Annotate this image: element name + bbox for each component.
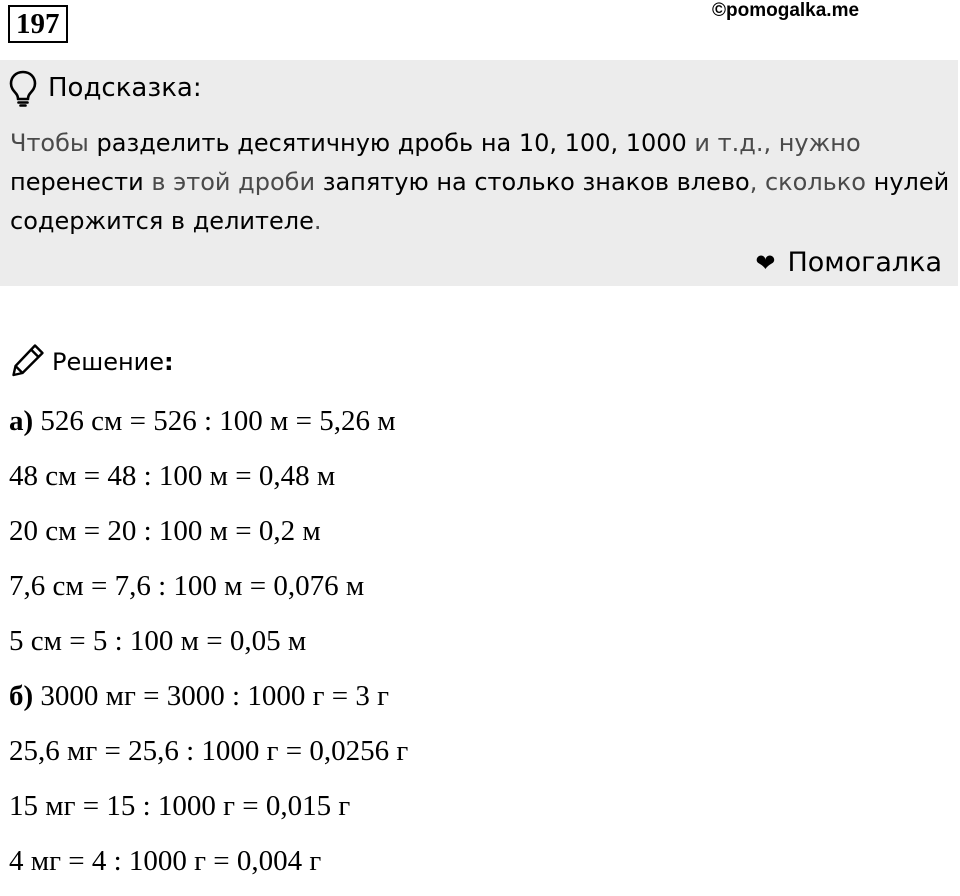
lightbulb-icon xyxy=(8,69,38,107)
hint-text-part: , сколько xyxy=(749,168,874,196)
hint-text-part: . xyxy=(313,207,322,235)
solution-line-text: 15 мг = 15 : 1000 г = 0,015 г xyxy=(9,790,351,822)
hint-text-part: и т.д., нужно xyxy=(686,129,861,157)
solution-line xyxy=(9,506,949,561)
solution-line-text: 25,6 мг = 25,6 : 1000 г = 0,0256 г xyxy=(9,735,409,767)
solution-line xyxy=(9,561,949,616)
hint-text-part: разделить десятичную дробь на 10, 100, 1000 xyxy=(96,129,687,157)
solution-line-text: 4 мг = 4 : 1000 г = 0,004 г xyxy=(9,845,322,877)
hint-text-part: Чтобы xyxy=(10,129,97,157)
hint-signature xyxy=(755,244,942,282)
part-label: а) xyxy=(9,405,34,437)
hint-box xyxy=(0,60,958,286)
solution-line xyxy=(9,451,949,506)
solution-line-text: 526 см = 526 : 100 м = 5,26 м xyxy=(33,405,396,437)
solution-line-text: 3000 мг = 3000 : 1000 г = 3 г xyxy=(33,680,389,712)
hint-text-part: запятую на столько знаков влево xyxy=(322,168,750,196)
solution-lines xyxy=(9,396,949,891)
solution-line-text: 48 см = 48 : 100 м = 0,48 м xyxy=(9,460,336,492)
solution-title: Решение: xyxy=(52,348,174,376)
solution-line-text: 5 см = 5 : 100 м = 0,05 м xyxy=(9,625,307,657)
solution-header xyxy=(10,340,174,384)
solution-line xyxy=(9,836,949,891)
pencil-icon xyxy=(10,342,46,383)
signature-label: Помогалка xyxy=(787,247,942,278)
site-credit: ©pomogalka.me xyxy=(712,0,860,21)
solution-line-text: 20 см = 20 : 100 м = 0,2 м xyxy=(9,515,321,547)
solution-line xyxy=(9,396,949,451)
hint-text-part: перенести xyxy=(10,168,144,196)
solution-line xyxy=(9,616,949,671)
hint-header xyxy=(8,68,202,108)
problem-number: 197 xyxy=(8,5,68,43)
part-label: б) xyxy=(9,680,34,712)
hint-text xyxy=(10,124,950,241)
solution-line xyxy=(9,671,949,726)
hint-text-part: в этой дроби xyxy=(143,168,323,196)
hint-title: Подсказка: xyxy=(48,73,202,103)
hint-text-part: нулей содержится в делителе xyxy=(10,168,950,235)
solution-line-text: 7,6 см = 7,6 : 100 м = 0,076 м xyxy=(9,570,365,602)
solution-line xyxy=(9,781,949,836)
solution-line xyxy=(9,726,949,781)
heart-icon: ❤ xyxy=(755,249,776,277)
